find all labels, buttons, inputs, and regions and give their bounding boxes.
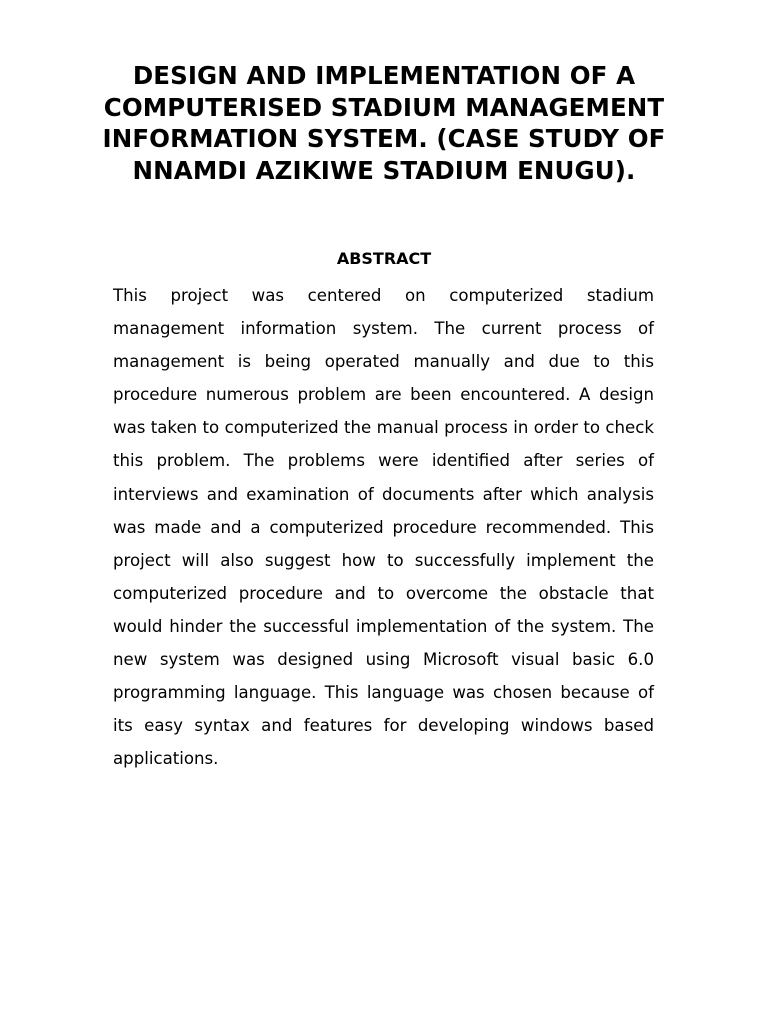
abstract-body: This project was centered on computerized stadium management information system. The current process of management is being operated manually and due to this procedure numerous problem are been encountered. A design was taken to computerized the manual process in order to check this problem. The problems were identified after series of interviews and examination of documents after which analysis was made and a computerized procedure recommended. This project will also suggest how to successfully implement the computerized procedure and to overcome the obstacle that would hinder the successful implementation of the system. The new system was designed using Microsoft visual basic 6.0 programming language. This language was chosen because of its easy syntax and features for developing windows based applications. [113, 286, 654, 769]
abstract-heading: ABSTRACT [336, 249, 432, 268]
document-title: DESIGN AND IMPLEMENTATION OF A COMPUTERISED STADIUM MANAGEMENT INFORMATION SYSTEM. (CASE STUDY OF NNAMDI AZIKIWE STADIUM ENUGU). [102, 61, 666, 185]
